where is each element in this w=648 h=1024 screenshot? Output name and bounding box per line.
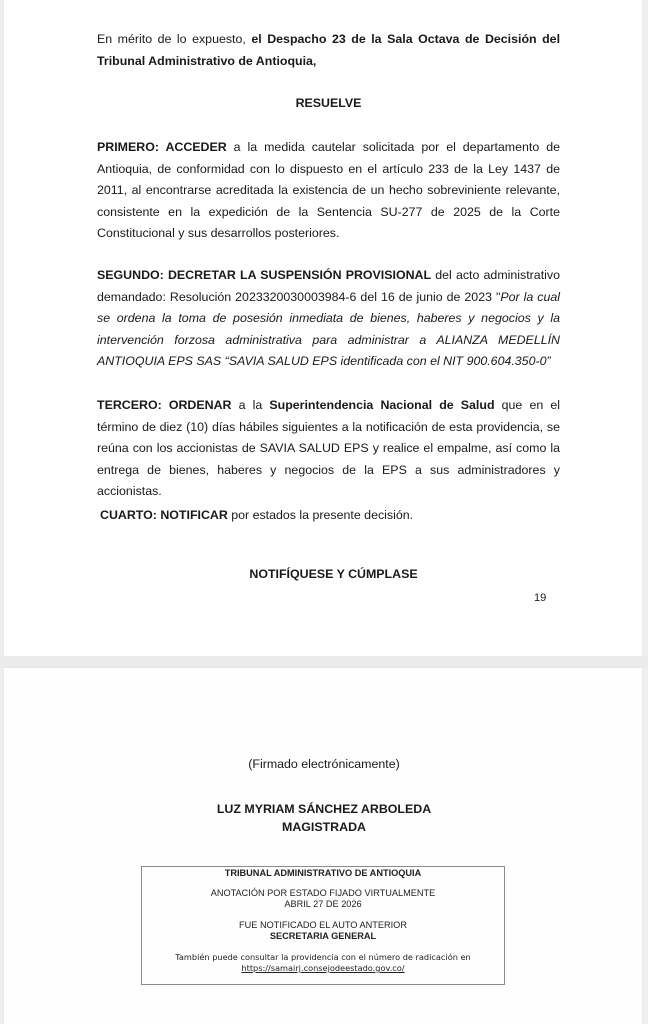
intro-court-name: el Despacho 23 de la Sala Octava de Decisión del Tribunal Administrativo de Antioquia, [97,32,561,68]
stamp-court-name: TRIBUNAL ADMINISTRATIVO DE ANTIOQUIA [224,868,422,878]
intro-text: En mérito de lo expuesto, [97,32,252,46]
document-page-19 [4,0,642,656]
resuelve-heading: RESUELVE [295,96,362,110]
stamp-consult-text: También puede consultar la providencia con el número de radicación en [175,952,471,962]
cuarto-text: por estados la presente decisión. [227,508,414,522]
tercero-paragraph [97,395,560,503]
signer-title: MAGISTRADA [282,820,366,834]
stamp-notified: FUE NOTIFICADO EL AUTO ANTERIOR [239,920,407,930]
tercero-text-2: que en el término de diez (10) días hábiles siguientes a la notificación de esta providencia, se reúna con los accionistas de SAVIA SALUD EPS y realice el empalme, así como la entrega de bienes, haberes y negocios de la EPS a sus administradores y accionistas. [97,398,560,499]
segundo-quoted-title: Por la cual se ordena la toma de posesión inmediata de bienes, haberes y negocios y la intervención forzosa administrativa para administrar a ALIANZA MEDELLÍN ANTIOQUIA EPS SAS “SAVIA SALUD EPS identificada con el NIT 900.604.350-0” [97,289,560,369]
stamp-date: ABRIL 27 DE 2026 [284,899,362,909]
notification-stamp-box [141,866,505,985]
closing-heading: NOTIFÍQUESE Y CÚMPLASE [249,567,418,581]
stamp-consult-link[interactable]: https://samairj.consejodeestado.gov.co/ [241,963,405,973]
page-number: 19 [534,592,547,604]
segundo-paragraph [97,265,560,373]
primero-label: PRIMERO: ACCEDER [97,140,227,154]
segundo-label: SEGUNDO: DECRETAR LA SUSPENSIÓN PROVISIONAL [97,268,432,282]
signature-block [0,800,648,836]
cuarto-paragraph [100,505,563,527]
tercero-label: TERCERO: ORDENAR [97,398,232,412]
tercero-entity: Superintendencia Nacional de Salud [269,398,495,412]
tercero-text-1: a la [231,398,270,412]
primero-paragraph [97,137,560,245]
stamp-annotation: ANOTACIÓN POR ESTADO FIJADO VIRTUALMENTE [210,888,436,898]
cuarto-label: CUARTO: NOTIFICAR [100,508,228,522]
page-separator [0,656,648,668]
intro-paragraph [97,29,560,72]
signer-name: LUZ MYRIAM SÁNCHEZ ARBOLEDA [216,802,432,816]
signed-electronically-note: (Firmado electrónicamente) [248,757,400,771]
primero-text: a la medida cautelar solicitada por el departamento de Antioquia, de conformidad con lo dispuesto en el artículo 233 de la Ley 1437 de 2011, al encontrarse acreditada la existencia de un hecho sobreviniente relevante, consistente en la expedición de la Sentencia SU-277 de 2025 de la Corte Constitucional y sus desarrollos posteriores. [97,140,560,241]
stamp-office: SECRETARIA GENERAL [269,931,377,941]
segundo-text: del acto administrativo demandado: Resolución 2023320030003984-6 del 16 de junio de 2023 " [97,268,560,304]
